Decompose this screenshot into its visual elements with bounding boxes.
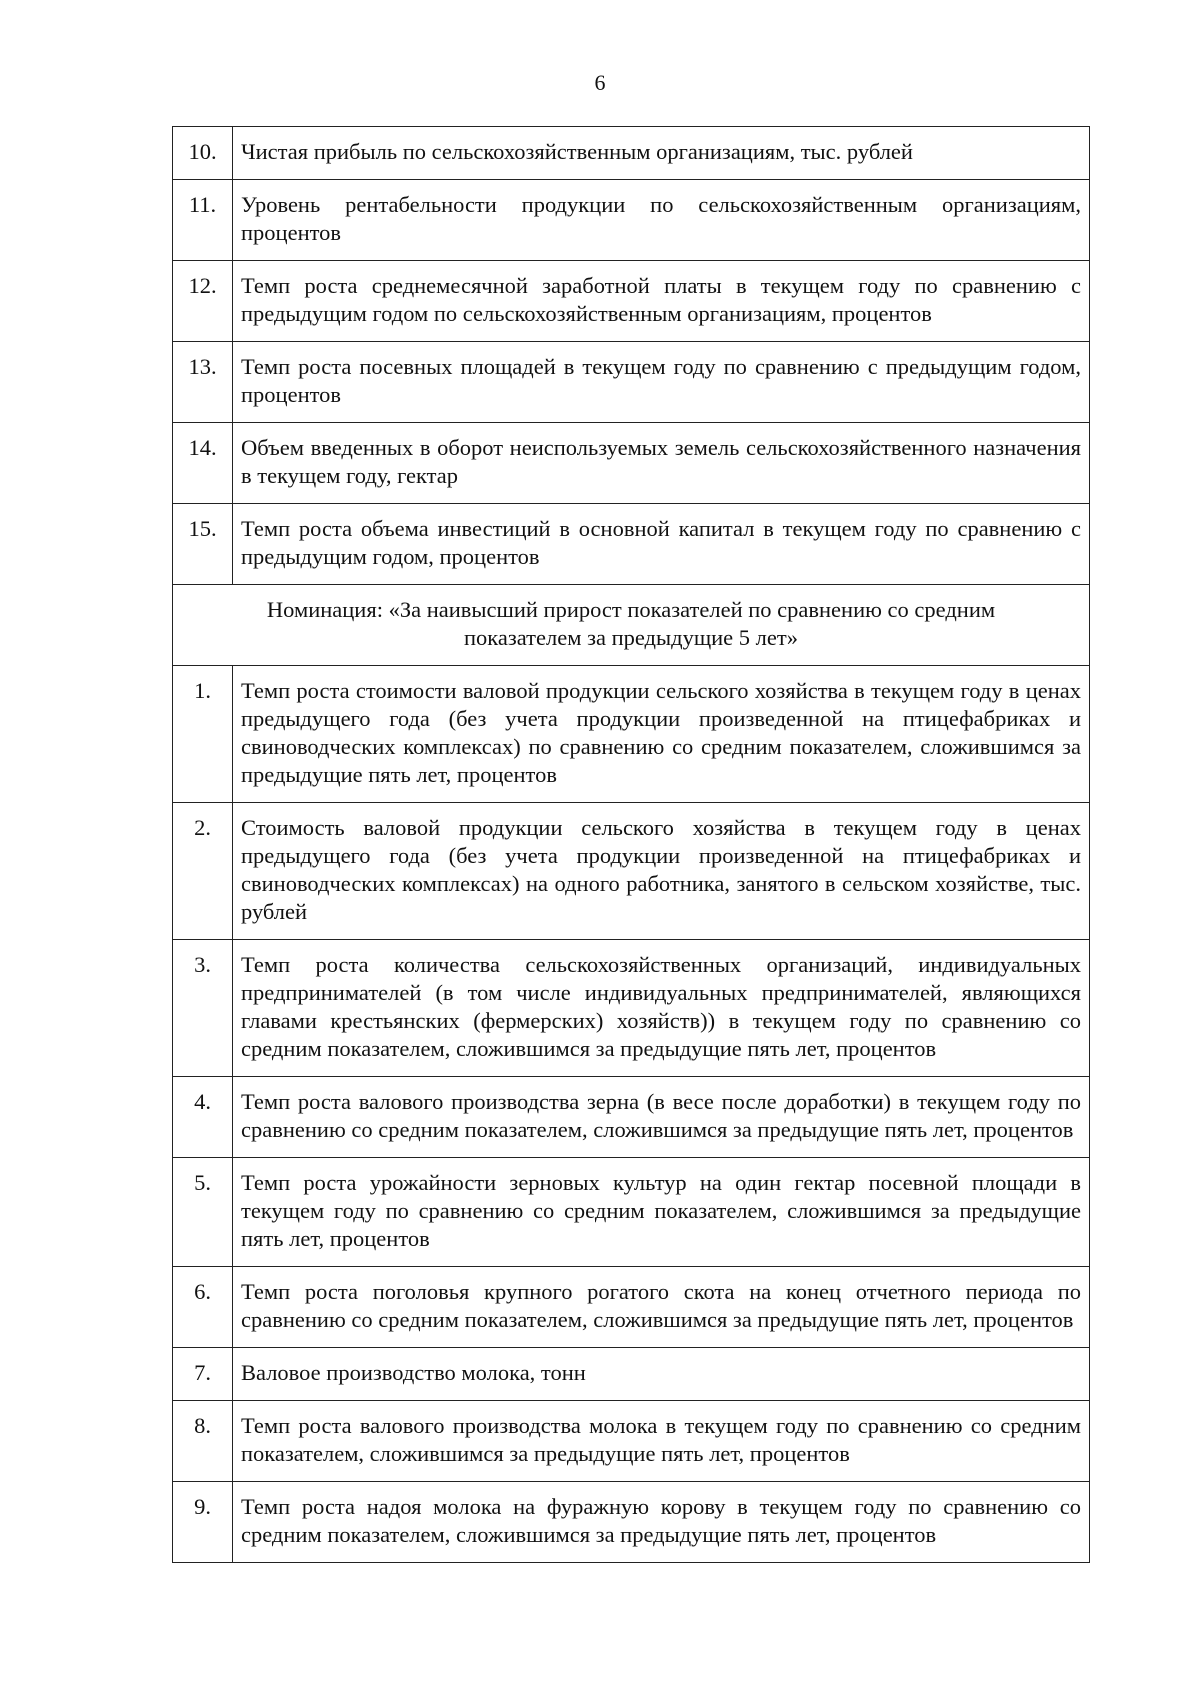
row-number: 13. (173, 342, 233, 423)
row-number: 15. (173, 504, 233, 585)
table-row (173, 1158, 1090, 1267)
table-row (173, 666, 1090, 803)
row-text: Чистая прибыль по сельскохозяйственным организациям, тыс. рублей (233, 127, 1090, 180)
table-row (173, 1348, 1090, 1401)
table-row (173, 127, 1090, 180)
row-number: 2. (173, 803, 233, 940)
table-row (173, 1482, 1090, 1563)
row-text: Темп роста количества сельскохозяйственных организаций, индивидуальных предпринимателей (в том числе индивидуальных предпринимателей, являющихся главами крестьянских (фермерских) хозяйств)) в текущем году по сравнению со средним показателем, сложившимся за предыдущие пять лет, процентов (233, 940, 1090, 1077)
table-row (173, 1267, 1090, 1348)
row-number: 7. (173, 1348, 233, 1401)
row-number: 5. (173, 1158, 233, 1267)
table-row (173, 261, 1090, 342)
row-text: Уровень рентабельности продукции по сельскохозяйственным организациям, процентов (233, 180, 1090, 261)
row-number: 6. (173, 1267, 233, 1348)
table-row (173, 1077, 1090, 1158)
row-text: Валовое производство молока, тонн (233, 1348, 1090, 1401)
row-number: 1. (173, 666, 233, 803)
row-text: Стоимость валовой продукции сельского хозяйства в текущем году в ценах предыдущего года (без учета продукции произведенной на птицефабриках и свиноводческих комплексах) на одного работника, занятого в сельском хозяйстве, тыс. рублей (233, 803, 1090, 940)
page-number: 6 (594, 70, 606, 95)
table-row (173, 504, 1090, 585)
row-number: 11. (173, 180, 233, 261)
row-text: Темп роста стоимости валовой продукции сельского хозяйства в текущем году в ценах предыдущего года (без учета продукции произведенной на птицефабриках и свиноводческих комплексах) по сравнению со средним показателем, сложившимся за предыдущие пять лет, процентов (233, 666, 1090, 803)
row-text: Темп роста среднемесячной заработной платы в текущем году по сравнению с предыдущим годом по сельскохозяйственным организациям, процентов (233, 261, 1090, 342)
row-text: Темп роста поголовья крупного рогатого скота на конец отчетного периода по сравнению со средним показателем, сложившимся за предыдущие пять лет, процентов (233, 1267, 1090, 1348)
table-row (173, 803, 1090, 940)
row-text: Темп роста надоя молока на фуражную корову в текущем году по сравнению со средним показателем, сложившимся за предыдущие пять лет, процентов (233, 1482, 1090, 1563)
row-text: Темп роста валового производства зерна (в весе после доработки) в текущем году по сравнению со средним показателем, сложившимся за предыдущие пять лет, процентов (233, 1077, 1090, 1158)
row-number: 9. (173, 1482, 233, 1563)
nomination-line-2: показателем за предыдущие 5 лет» (464, 625, 798, 650)
nomination-line-1: Номинация: «За наивысший прирост показателей по сравнению со средним (266, 597, 996, 622)
row-number: 4. (173, 1077, 233, 1158)
row-text: Темп роста урожайности зерновых культур на один гектар посевной площади в текущем году по сравнению со средним показателем, сложившимся за предыдущие пять лет, процентов (233, 1158, 1090, 1267)
row-number: 8. (173, 1401, 233, 1482)
nomination-heading (173, 585, 1090, 666)
row-number: 14. (173, 423, 233, 504)
table-row (173, 940, 1090, 1077)
row-text: Объем введенных в оборот неиспользуемых земель сельскохозяйственного назначения в текущем году, гектар (233, 423, 1090, 504)
table-row (173, 1401, 1090, 1482)
row-text: Темп роста валового производства молока в текущем году по сравнению со средним показателем, сложившимся за предыдущие пять лет, процентов (233, 1401, 1090, 1482)
criteria-table (172, 126, 1090, 1563)
table-row (173, 180, 1090, 261)
row-text: Темп роста объема инвестиций в основной капитал в текущем году по сравнению с предыдущим годом, процентов (233, 504, 1090, 585)
nomination-row (173, 585, 1090, 666)
row-number: 10. (173, 127, 233, 180)
table-row (173, 423, 1090, 504)
table-row (173, 342, 1090, 423)
row-text: Темп роста посевных площадей в текущем году по сравнению с предыдущим годом, процентов (233, 342, 1090, 423)
row-number: 3. (173, 940, 233, 1077)
row-number: 12. (173, 261, 233, 342)
